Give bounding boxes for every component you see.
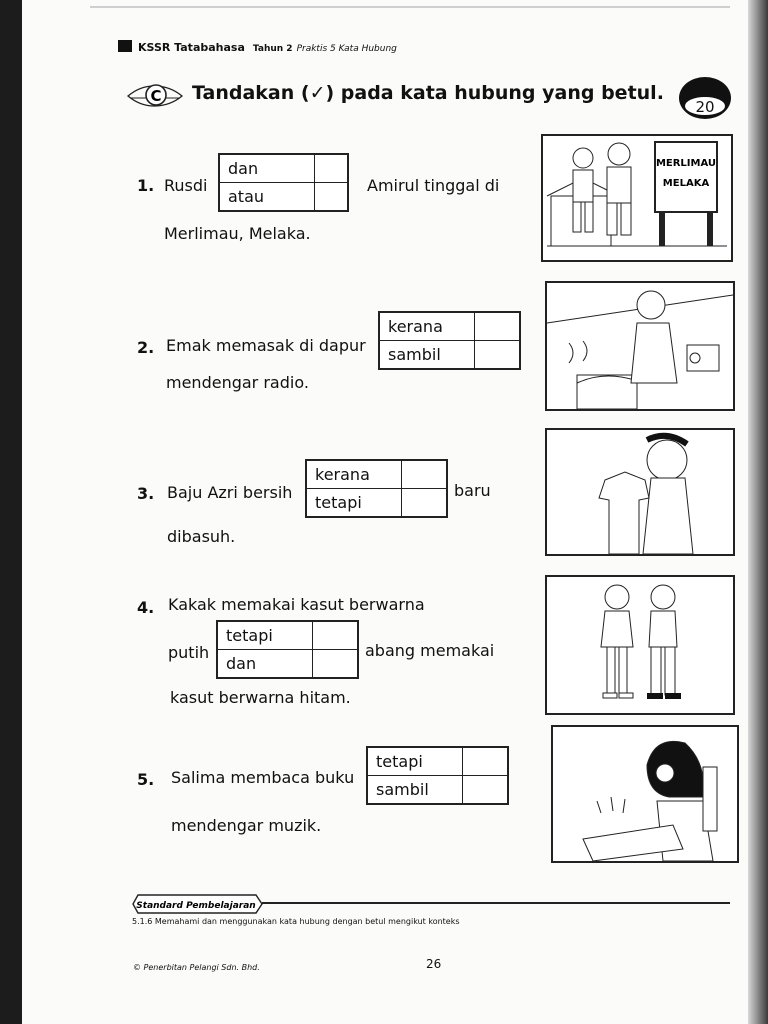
tick-box[interactable] [402,460,448,489]
question-4-line1: Kakak memakai kasut berwarna [168,595,425,614]
question-5-text-before: Salima membaca buku [171,768,355,787]
section-badge-letter: C [150,87,162,105]
question-4-text-after: abang memakai [365,641,495,660]
question-1-text-before: Rusdi [164,176,208,195]
standard-label-tab [132,893,264,915]
question-2-line2: mendengar radio. [166,373,309,392]
question-4-number: 4. [137,598,155,617]
question-4-line2: kasut berwarna hitam. [170,688,351,707]
exercise-number: 20 [695,98,715,116]
question-4-options [216,620,359,679]
picture-mother-cooking [545,281,735,411]
option-word: sambil [379,341,475,370]
question-5-options [366,746,509,805]
question-3-text-after: baru [454,481,491,500]
option-word: sambil [367,776,463,805]
picture-boy-with-shirt [545,428,735,556]
sign-line-2: MELAKA [662,178,710,189]
question-5-line2: mendengar muzik. [171,816,322,835]
exercise-number-badge [678,76,732,120]
option-word: dan [217,650,313,679]
question-1-number: 1. [137,176,155,195]
tick-box[interactable] [475,312,521,341]
option-word: atau [219,183,315,212]
publisher-logo-icon [118,40,132,52]
question-3-options [305,459,448,518]
standard-rule [262,902,730,904]
picture-girl-reading-headphones [551,725,739,863]
picture-girl-and-boy [545,575,735,715]
option-word: kerana [379,312,475,341]
page-header [118,40,397,54]
question-1-line2: Merlimau, Melaka. [164,224,311,243]
header-practice: Praktis 5 Kata Hubung [296,44,397,54]
top-rule [90,6,730,8]
scan-edge-left [0,0,22,1024]
tick-box[interactable] [315,154,349,183]
page-number: 26 [426,957,442,971]
option-word: tetapi [306,489,402,518]
option-word: dan [219,154,315,183]
question-1-options [218,153,349,212]
tick-box[interactable] [463,776,509,805]
question-3-number: 3. [137,484,155,503]
section-c-badge [126,82,184,110]
tick-box[interactable] [313,621,359,650]
question-1-text-after: Amirul tinggal di [367,176,500,195]
tick-box[interactable] [315,183,349,212]
tick-box[interactable] [475,341,521,370]
question-2-number: 2. [137,338,155,357]
standard-text: 5.1.6 Memahami dan menggunakan kata hubung dengan betul mengikut konteks [132,917,460,926]
question-5-number: 5. [137,770,155,789]
header-brand: KSSR Tatabahasa [138,41,245,54]
instruction-heading: Tandakan (✓) pada kata hubung yang betul. [192,82,664,104]
scan-edge-right [748,0,768,1024]
sign-line-1: MERLIMAU [655,158,717,169]
question-3-line2: dibasuh. [167,527,236,546]
option-word: tetapi [217,621,313,650]
option-word: kerana [306,460,402,489]
question-3-text-before: Baju Azri bersih [167,483,293,502]
question-2-options [378,311,521,370]
copyright: © Penerbitan Pelangi Sdn. Bhd. [133,963,260,972]
question-4-text-before: putih [168,643,210,662]
option-word: tetapi [367,747,463,776]
standard-label: Standard Pembelajaran [136,901,256,911]
question-2-text-before: Emak memasak di dapur [166,336,366,355]
header-year: Tahun 2 [252,44,293,54]
tick-box[interactable] [402,489,448,518]
picture-boys-at-sign [541,134,733,262]
tick-box[interactable] [313,650,359,679]
tick-box[interactable] [463,747,509,776]
